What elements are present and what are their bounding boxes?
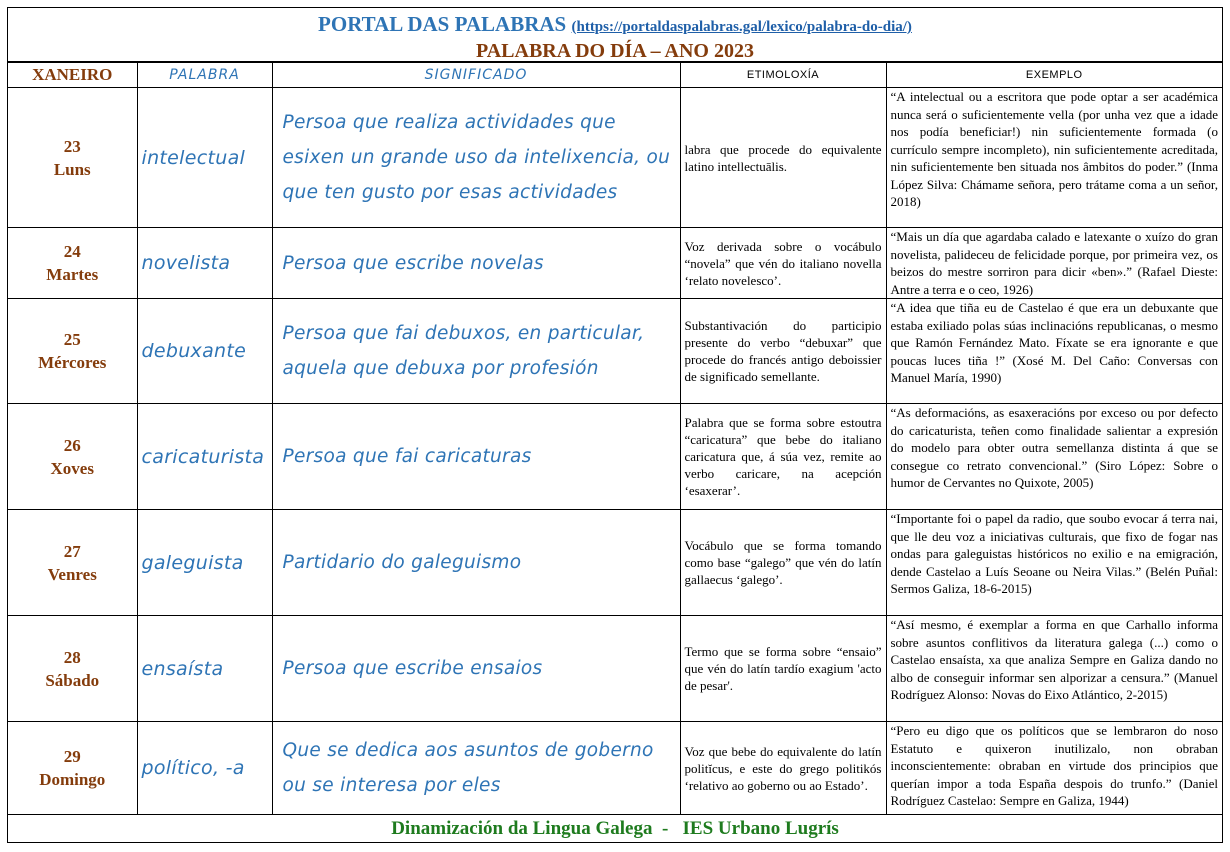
- table-row: [8, 616, 1222, 722]
- word-cell: intelectual: [137, 88, 272, 228]
- day-number: 29: [63, 747, 81, 766]
- day-name: Luns: [53, 159, 91, 179]
- table-row: [8, 228, 1222, 299]
- example-cell: “Importante foi o papel da radio, que soubo evocar á terra nai, que lle deu voz a iniciativas culturais, que fixo de fogar nas ondas para galeguistas históricos no exilio e na emigración, dende Castelao a Luís Seoane ou Neira Vilas.” (Belén Puñal: Sermos Galiza, 18-6-2015): [886, 510, 1222, 616]
- day-name: Martes: [46, 265, 99, 284]
- day-number: 28: [63, 647, 81, 667]
- day-name: Xoves: [50, 458, 94, 478]
- day-cell: [8, 722, 137, 815]
- portal-url-link[interactable]: (https://portaldaspalabras.gal/lexico/palabra-do-dia/): [571, 19, 912, 35]
- day-number: 24: [63, 242, 81, 261]
- table-row: [8, 722, 1222, 815]
- day-cell: [8, 510, 137, 616]
- word-cell: caricaturista: [137, 404, 272, 510]
- example-cell: “A idea que tiña eu de Castelao é que era un debuxante que estaba exiliado polas súas inclinacións republicanas, o mesmo que Ramón Fernández Mato. Fíxate se era ignorante e que poucas luces tiña !” (Xosé M. Del Caño: Conversas con Manuel María, 1990): [886, 299, 1222, 404]
- day-name: Sábado: [45, 670, 100, 690]
- table-row: [8, 404, 1222, 510]
- title-block: [8, 8, 1222, 62]
- day-cell: [8, 88, 137, 228]
- column-header-etymology: ETIMOLOXÍA: [680, 63, 886, 88]
- etymology-cell: Termo que se forma sobre “ensaio” que vén do latín tardío exagium 'acto de pesar'.: [680, 616, 886, 722]
- word-of-the-day-sheet: [7, 7, 1223, 843]
- meaning-cell: Persoa que fai debuxos, en particular, aquela que debuxa por profesión: [272, 299, 680, 404]
- day-number: 27: [63, 541, 81, 561]
- table-row: [8, 510, 1222, 616]
- column-header-meaning: SIGNIFICADO: [272, 63, 680, 88]
- etymology-cell: Voz que bebe do equivalente do latín politĭcus, e este do grego politikós ‘relativo ao goberno ou ao Estado’.: [680, 722, 886, 815]
- meaning-cell: Persoa que realiza actividades que esixen un grande uso da intelixencia, ou que ten gusto por esas actividades: [272, 88, 680, 228]
- example-cell: “Pero eu digo que os políticos que se lembraron do noso Estatuto e quixeron inutilizalo, non obraban inconscientemente: obraban en virtude dos principios que querían impor a toda España despois do trunfo.” (Daniel Rodríguez Castelao: Sempre en Galiza, 1944): [886, 722, 1222, 815]
- table-row: [8, 88, 1222, 228]
- etymology-cell: Vocábulo que se forma tomando como base “galego” que vén do latín gallaecus ‘galego’.: [680, 510, 886, 616]
- word-cell: novelista: [137, 228, 272, 299]
- etymology-cell: Palabra que se forma sobre estoutra “caricatura” que bebe do italiano caricatura que, á súa vez, remite ao verbo caricare, na acepción ‘esaxerar’.: [680, 404, 886, 510]
- day-cell: [8, 228, 137, 299]
- etymology-cell: labra que procede do equivalente latino intellectuālis.: [680, 88, 886, 228]
- column-header-example: EXEMPLO: [886, 63, 1222, 88]
- footer-credit: Dinamización da Lingua Galega - IES Urbano Lugrís: [8, 814, 1222, 842]
- day-number: 25: [63, 330, 81, 349]
- portal-name: PORTAL DAS PALABRAS: [318, 12, 567, 36]
- day-name: Mércores: [38, 353, 107, 372]
- example-cell: “Mais un día que agardaba calado e latexante o xuízo do gran novelista, palideceu de felicidade porque, por primeira vez, os beizos do mestre sorriron para dicir «ben».” (Rafael Dieste: Antre a terra e o ceo, 1926): [886, 228, 1222, 299]
- day-number: 23: [63, 136, 81, 156]
- meaning-cell: Que se dedica aos asuntos de goberno ou se interesa por eles: [272, 722, 680, 815]
- table-header-row: [8, 63, 1222, 88]
- portal-title: [8, 8, 1222, 40]
- meaning-cell: Persoa que fai caricaturas: [272, 404, 680, 510]
- meaning-cell: Persoa que escribe ensaios: [272, 616, 680, 722]
- day-name: Venres: [47, 564, 97, 584]
- etymology-cell: Voz derivada sobre o vocábulo “novela” que vén do italiano novella ‘relato novelesco’.: [680, 228, 886, 299]
- meaning-cell: Partidario do galeguismo: [272, 510, 680, 616]
- day-number: 26: [63, 435, 81, 455]
- page-subtitle: PALABRA DO DÍA – ANO 2023: [476, 40, 754, 62]
- column-header-month: XANEIRO: [8, 63, 137, 88]
- day-cell: [8, 616, 137, 722]
- example-cell: “Así mesmo, é exemplar a forma en que Carhallo informa sobre asuntos conflitivos da literatura galega (...) como o Castelao ensaísta, xa que analiza Sempre en Galiza dando no albo de conseguir informar sen alporizar a censura.” (Manuel Rodríguez Alonso: Novas do Eixo Atlántico, 2-2015): [886, 616, 1222, 722]
- example-cell: “As deformacións, as esaxeracións por exceso ou por defecto do caricaturista, teñen como finalidade salientar a expresión do modelo para obter outra semellanza distinta á que se consegue co retrato convencional.” (Siro López: Sobre o humor de Cervantes no Quixote, 2005): [886, 404, 1222, 510]
- word-cell: político, -a: [137, 722, 272, 815]
- etymology-cell: Substantivación do participio presente do verbo “debuxar” que procede do francés antigo deboissier de significado semellante.: [680, 299, 886, 404]
- word-cell: galeguista: [137, 510, 272, 616]
- word-cell: ensaísta: [137, 616, 272, 722]
- meaning-cell: Persoa que escribe novelas: [272, 228, 680, 299]
- example-cell: “A intelectual ou a escritora que pode optar a ser académica nunca será o suficientemente vella (por unha vez que a idade nos podía beneficiar!) nin suficientemente formada (o currículo sempre incompleto), nin suficientemente acreditada, nin suficientemente ben situada nos âmbitos do poder.” (Inma López Silva: Chámame señora, pero trátame coma a un señor, 2018): [886, 88, 1222, 228]
- day-cell: [8, 299, 137, 404]
- words-table: [8, 62, 1222, 815]
- word-cell: debuxante: [137, 299, 272, 404]
- day-cell: [8, 404, 137, 510]
- table-row: [8, 299, 1222, 404]
- day-name: Domingo: [39, 770, 106, 789]
- column-header-word: PALABRA: [137, 63, 272, 88]
